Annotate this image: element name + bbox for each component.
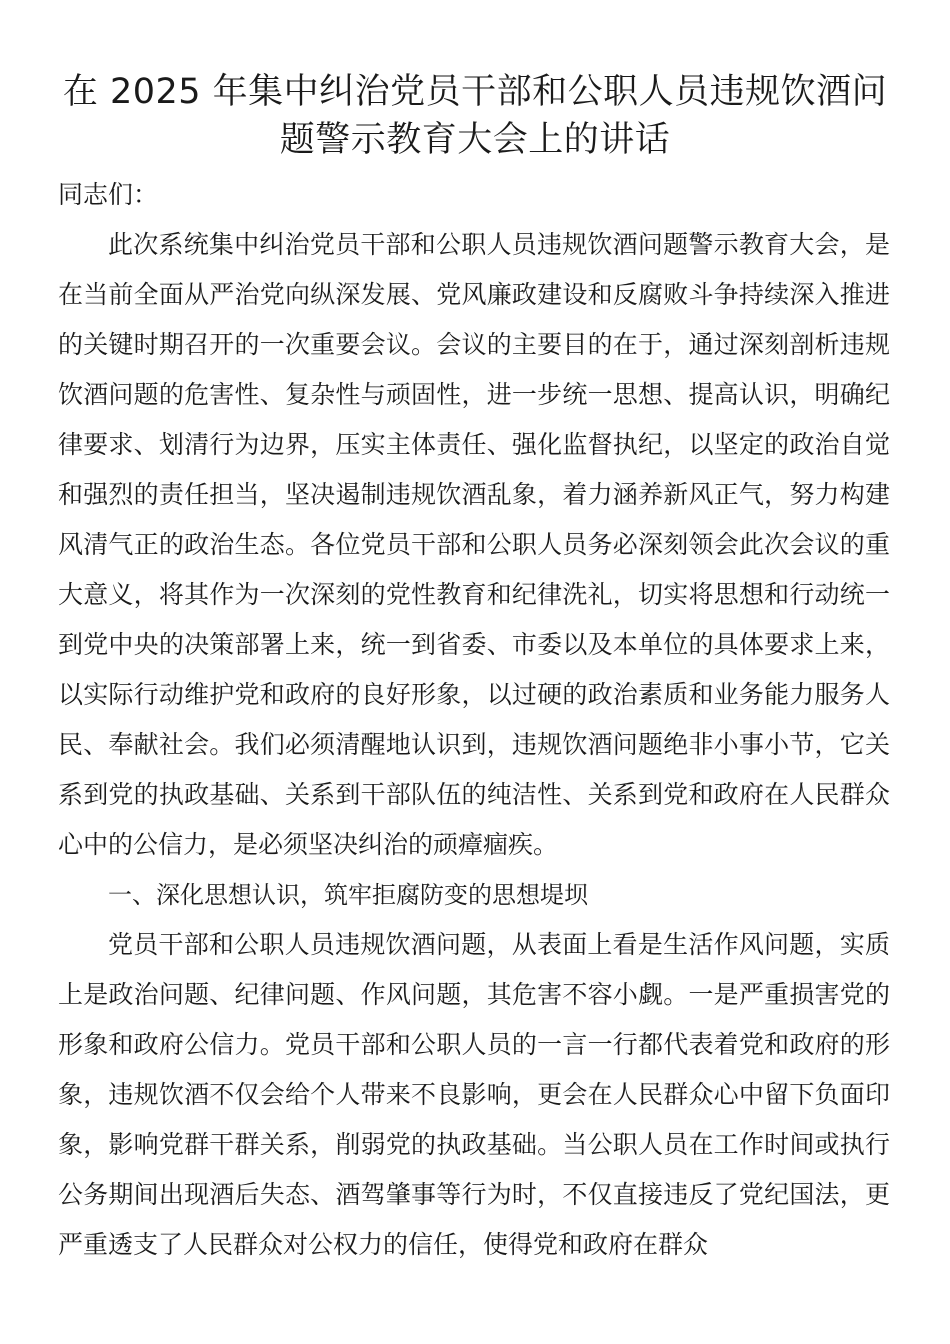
section-heading: 一、深化思想认识，筑牢拒腐防变的思想堤坝 [108,881,588,909]
section-paragraph: 党员干部和公职人员违规饮酒问题，从表面上看是生活作风问题，实质上是政治问题、纪律问题、作风问题，其危害不容小觑。一是严重损害党的形象和政府公信力。党员干部和公职人员的一言一行都代表着党和政府的形象，违规饮酒不仅会给个人带来不良影响，更会在人民群众心中留下负面印象，影响党群干群关系，削弱党的执政基础。当公职人员在工作时间或执行公务期间出现酒后失态、酒驾肇事等行为时，不仅直接违反了党纪国法，更严重透支了人民群众对公权力的信任，使得党和政府在群众 [58,930,890,1259]
intro-paragraph: 此次系统集中纠治党员干部和公职人员违规饮酒问题警示教育大会，是在当前全面从严治党向纵深发展、党风廉政建设和反腐败斗争持续深入推进的关键时期召开的一次重要会议。会议的主要目的在于，通过深刻剖析违规饮酒问题的危害性、复杂性与顽固性，进一步统一思想、提高认识，明确纪律要求、划清行为边界，压实主体责任、强化监督执纪，以坚定的政治自觉和强烈的责任担当，坚决遏制违规饮酒乱象，着力涵养新风正气，努力构建风清气正的政治生态。各位党员干部和公职人员务必深刻领会此次会议的重大意义，将其作为一次深刻的党性教育和纪律洗礼，切实将思想和行动统一到党中央的决策部署上来，统一到省委、市委以及本单位的具体要求上来，以实际行动维护党和政府的良好形象，以过硬的政治素质和业务能力服务人民、奉献社会。我们必须清醒地认识到，违规饮酒问题绝非小事小节，它关系到党的执政基础、关系到干部队伍的纯洁性、关系到党和政府在人民群众心中的公信力，是必须坚决纠治的顽瘴痼疾。 [58,230,890,859]
document-title: 在 2025 年集中纠治党员干部和公职人员违规饮酒问题警示教育大会上的讲话 [62,72,888,160]
salutation: 同志们： [58,180,159,209]
document-body [58,170,890,1270]
